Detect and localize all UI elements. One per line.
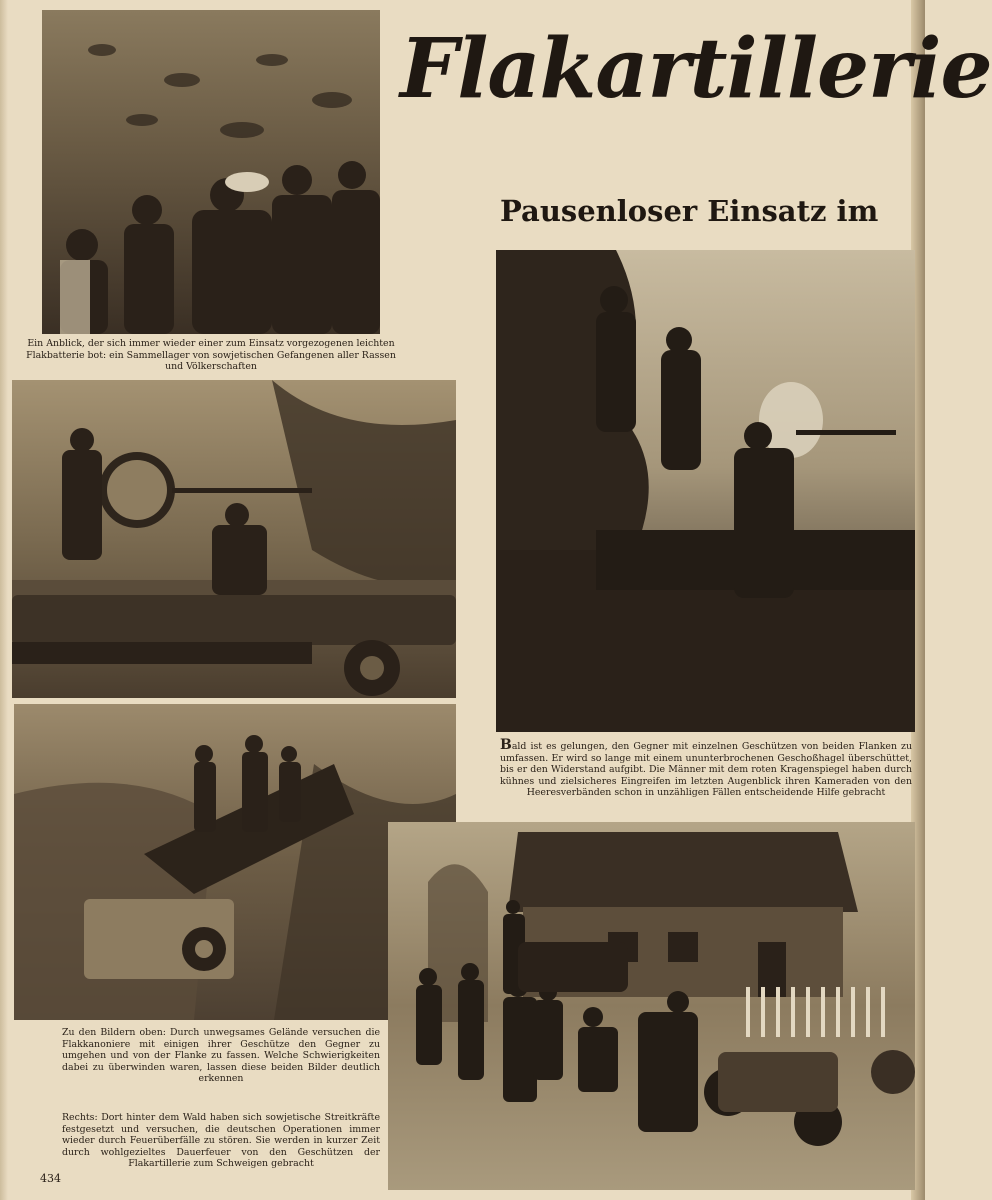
caption-forest-enemy: Rechts: Dort hinter dem Wald haben sich sowjetische Streitkräfte festgesetzt und versuchen, die deutschen Operationen immer wieder durch Feuerüberfälle zu stören. Sie werden in kurzer Zeit durch wohlgezieltes Dauerfeuer von den Geschützen der Flakartillerie zum Schweigen gebracht — [62, 1112, 380, 1170]
caption-terrain: Zu den Bildern oben: Durch unwegsames Gelände versuchen die Flakkanoniere mit einigen ihrer Geschütze den Gegner zu umgehen und von der Flanke zu fassen. Welche Schwierigkeiten dabei zu überwinden waren, lassen diese beiden Bilder deutlich erkennen — [62, 1027, 380, 1085]
page-title: Flakartillerie — [400, 21, 992, 117]
photo-village-house — [388, 822, 915, 1190]
page-subtitle: Pausenloser Einsatz im — [500, 194, 879, 228]
caption-dropcap: B — [500, 737, 512, 753]
photo-prisoner-camp — [42, 10, 380, 334]
caption-gun-crew-text: ald ist es gelungen, den Gegner mit einzelnen Geschützen von beiden Flanken zu umfassen. Er wird so lange mit einem ununterbrochenen Geschoßhagel überschüttet, bis er den Widerstand aufgibt. Die Männer mit dem roten Kragenspiegel haben durch kühnes und zielsicheres Eingreifen im letzten Augenblick ihren Kameraden von den Heeresverbänden schon in unzähligen Fällen entscheidende Hilfe gebracht — [500, 741, 912, 799]
headline-block — [400, 20, 992, 250]
photo-halftrack-flak — [12, 380, 456, 698]
caption-prisoner-camp: Ein Anblick, der sich immer wieder einer zum Einsatz vorgezogenen leichten Flakbatterie bot: ein Sammellager von sowjetischen Gefangenen aller Rassen und Völkerschaften — [26, 338, 396, 373]
photo-gun-crew-silhouette — [496, 250, 915, 732]
page-edge-left — [0, 0, 8, 1200]
caption-gun-crew — [500, 737, 912, 799]
page-number: 434 — [40, 1172, 61, 1185]
